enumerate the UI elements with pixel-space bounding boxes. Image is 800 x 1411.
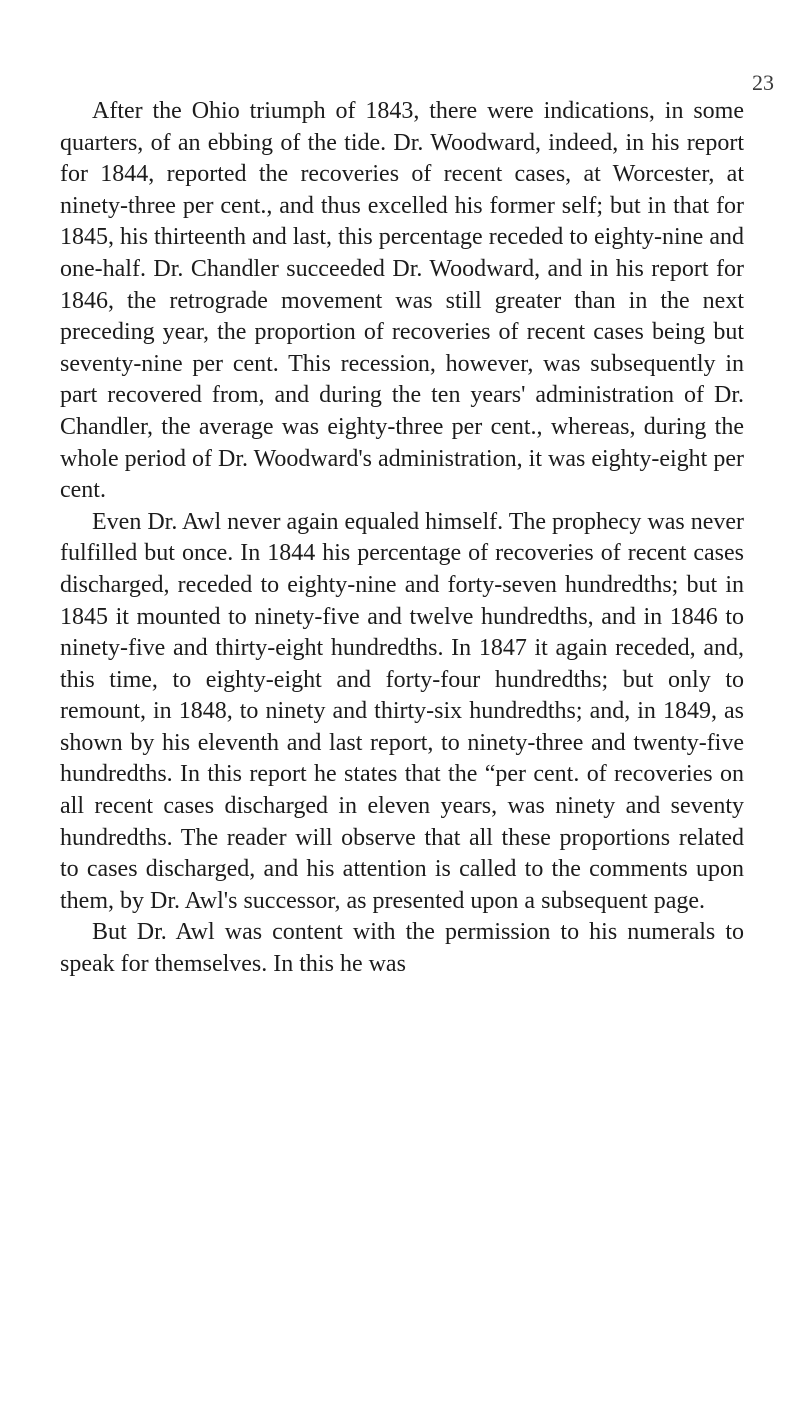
body-text [60, 96, 744, 981]
paragraph: But Dr. Awl was content with the permission to his numerals to speak for themselves. In this he was [60, 919, 744, 978]
page-number: 23 [752, 70, 774, 95]
paragraph: After the Ohio triumph of 1843, there were indications, in some quarters, of an ebbing of the tide. Dr. Woodward, indeed, in his report for 1844, reported the recoveries of recent cases, at Worcester, at ninety-three per cent., and thus excelled his former self; but in that for 1845, his thirteenth and last, this percentage receded to eighty-nine and one-half. Dr. Chandler succeeded Dr. Woodward, and in his report for 1846, the retrograde movement was still greater than in the next preceding year, the proportion of recoveries of recent cases being but seventy-nine per cent. This recession, however, was subsequently in part recovered from, and during the ten years' administration of Dr. Chandler, the average was eighty-three per cent., whereas, during the whole period of Dr. Woodward's administration, it was eighty-eight per cent. [60, 98, 744, 504]
paragraph: Even Dr. Awl never again equaled himself. The prophecy was never fulfilled but once. In 1844 his percentage of recoveries of recent cases discharged, receded to eighty-nine and forty-seven hundredths; but in 1845 it mounted to ninety-five and twelve hundredths, and in 1846 to ninety-five and thirty-eight hundredths. In 1847 it again receded, and, this time, to eighty-eight and forty-four hundredths; but only to remount, in 1848, to ninety and thirty-six hundredths; and, in 1849, as shown by his eleventh and last report, to ninety-three and twenty-five hundredths. In this report he states that the “per cent. of recoveries on all recent cases discharged in eleven years, was ninety and seventy hundredths. The reader will observe that all these proportions related to cases discharged, and his attention is called to the comments upon them, by Dr. Awl's successor, as presented upon a subsequent page. [60, 508, 744, 914]
